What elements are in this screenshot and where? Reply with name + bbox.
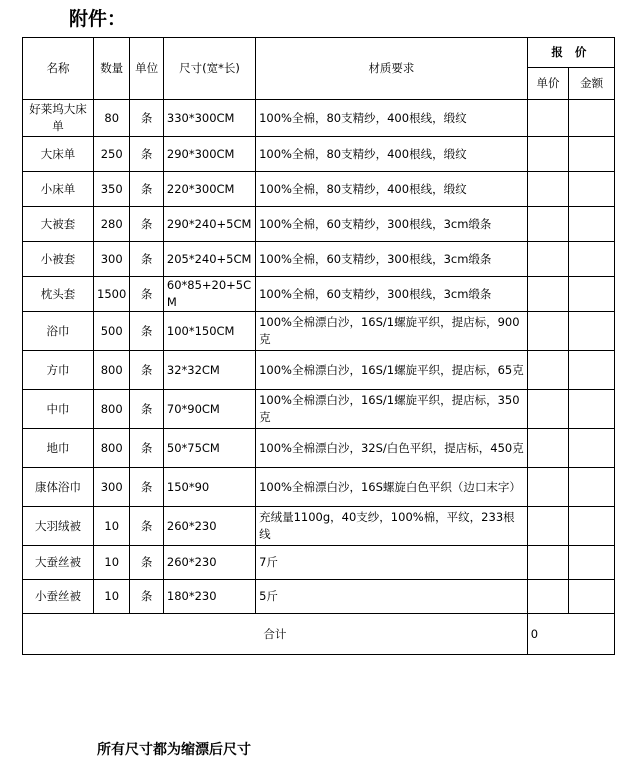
table-row xyxy=(23,207,615,242)
table-row xyxy=(23,351,615,390)
item-size: 32*32CM xyxy=(163,351,255,390)
item-unit: 条 xyxy=(130,312,163,351)
item-name: 好莱坞大床单 xyxy=(23,100,94,137)
item-size: 330*300CM xyxy=(163,100,255,137)
item-unit-price[interactable] xyxy=(527,390,569,429)
item-amount[interactable] xyxy=(569,100,615,137)
item-unit-price[interactable] xyxy=(527,277,569,312)
total-value: 0 xyxy=(527,614,614,655)
item-amount[interactable] xyxy=(569,390,615,429)
item-name: 中巾 xyxy=(23,390,94,429)
item-unit: 条 xyxy=(130,429,163,468)
item-unit-price[interactable] xyxy=(527,242,569,277)
total-label: 合计 xyxy=(23,614,528,655)
item-unit: 条 xyxy=(130,468,163,507)
quotation-table xyxy=(22,37,615,655)
item-unit: 条 xyxy=(130,277,163,312)
header-amount: 金额 xyxy=(569,68,615,100)
header-name: 名称 xyxy=(23,38,94,100)
item-unit: 条 xyxy=(130,390,163,429)
attachment-heading: 附件： xyxy=(69,8,127,30)
item-material: 100%全棉漂白沙，32S/白色平织，提店标，450克 xyxy=(256,429,528,468)
table-row xyxy=(23,429,615,468)
item-amount[interactable] xyxy=(569,468,615,507)
item-amount[interactable] xyxy=(569,429,615,468)
item-material: 100%全棉，80支精纱，400根线，缎纹 xyxy=(256,137,528,172)
item-name: 小蚕丝被 xyxy=(23,580,94,614)
table-row xyxy=(23,507,615,546)
item-name: 小床单 xyxy=(23,172,94,207)
item-size: 290*300CM xyxy=(163,137,255,172)
table-row xyxy=(23,468,615,507)
item-material: 100%全棉漂白沙，16S/1螺旋平织，提店标，65克 xyxy=(256,351,528,390)
item-size: 150*90 xyxy=(163,468,255,507)
item-unit: 条 xyxy=(130,242,163,277)
table-row xyxy=(23,137,615,172)
item-qty: 800 xyxy=(93,390,129,429)
item-qty: 300 xyxy=(93,468,129,507)
item-name: 大被套 xyxy=(23,207,94,242)
total-row xyxy=(23,614,615,655)
item-amount[interactable] xyxy=(569,580,615,614)
table-row xyxy=(23,277,615,312)
item-qty: 300 xyxy=(93,242,129,277)
item-amount[interactable] xyxy=(569,207,615,242)
table-row xyxy=(23,580,615,614)
item-unit-price[interactable] xyxy=(527,100,569,137)
item-name: 浴巾 xyxy=(23,312,94,351)
header-quote: 报 价 xyxy=(527,38,614,68)
item-qty: 350 xyxy=(93,172,129,207)
table-row xyxy=(23,390,615,429)
item-material: 100%全棉漂白沙，16S螺旋白色平织（边口末字） xyxy=(256,468,528,507)
item-unit: 条 xyxy=(130,546,163,580)
item-material: 7斤 xyxy=(256,546,528,580)
item-unit-price[interactable] xyxy=(527,172,569,207)
item-qty: 1500 xyxy=(93,277,129,312)
table-row xyxy=(23,242,615,277)
item-amount[interactable] xyxy=(569,137,615,172)
header-size: 尺寸(宽*长) xyxy=(163,38,255,100)
item-material: 100%全棉漂白沙，16S/1螺旋平织，提店标，350克 xyxy=(256,390,528,429)
header-qty: 数量 xyxy=(93,38,129,100)
item-amount[interactable] xyxy=(569,507,615,546)
item-amount[interactable] xyxy=(569,312,615,351)
item-unit: 条 xyxy=(130,100,163,137)
item-material: 100%全棉漂白沙，16S/1螺旋平织，提店标，900克 xyxy=(256,312,528,351)
footnote: 所有尺寸都为缩漂后尺寸 xyxy=(97,742,251,758)
item-name: 小被套 xyxy=(23,242,94,277)
item-size: 220*300CM xyxy=(163,172,255,207)
table-row xyxy=(23,312,615,351)
item-material: 100%全棉，60支精纱，300根线，3cm缎条 xyxy=(256,207,528,242)
item-qty: 10 xyxy=(93,546,129,580)
item-material: 充绒量1100g，40支纱，100%棉，平纹，233根线 xyxy=(256,507,528,546)
item-unit: 条 xyxy=(130,351,163,390)
item-unit-price[interactable] xyxy=(527,351,569,390)
item-qty: 800 xyxy=(93,429,129,468)
item-material: 100%全棉，60支精纱，300根线，3cm缎条 xyxy=(256,242,528,277)
item-size: 50*75CM xyxy=(163,429,255,468)
item-amount[interactable] xyxy=(569,172,615,207)
item-unit: 条 xyxy=(130,207,163,242)
item-unit: 条 xyxy=(130,137,163,172)
item-size: 205*240+5CM xyxy=(163,242,255,277)
header-material: 材质要求 xyxy=(256,38,528,100)
item-qty: 500 xyxy=(93,312,129,351)
item-name: 康体浴巾 xyxy=(23,468,94,507)
item-name: 地巾 xyxy=(23,429,94,468)
item-amount[interactable] xyxy=(569,546,615,580)
item-amount[interactable] xyxy=(569,277,615,312)
item-name: 方巾 xyxy=(23,351,94,390)
item-size: 100*150CM xyxy=(163,312,255,351)
table-row xyxy=(23,100,615,137)
item-unit: 条 xyxy=(130,507,163,546)
item-unit-price[interactable] xyxy=(527,207,569,242)
item-size: 180*230 xyxy=(163,580,255,614)
item-name: 大羽绒被 xyxy=(23,507,94,546)
item-unit-price[interactable] xyxy=(527,580,569,614)
table-row xyxy=(23,172,615,207)
item-size: 70*90CM xyxy=(163,390,255,429)
item-name: 大床单 xyxy=(23,137,94,172)
header-unit-price: 单价 xyxy=(527,68,569,100)
item-name: 大蚕丝被 xyxy=(23,546,94,580)
item-amount[interactable] xyxy=(569,351,615,390)
item-unit-price[interactable] xyxy=(527,507,569,546)
item-unit-price[interactable] xyxy=(527,468,569,507)
item-unit-price[interactable] xyxy=(527,546,569,580)
item-qty: 10 xyxy=(93,507,129,546)
item-material: 100%全棉，80支精纱，400根线，缎纹 xyxy=(256,100,528,137)
item-size: 290*240+5CM xyxy=(163,207,255,242)
item-qty: 800 xyxy=(93,351,129,390)
item-material: 100%全棉，60支精纱，300根线，3cm缎条 xyxy=(256,277,528,312)
item-name: 枕头套 xyxy=(23,277,94,312)
item-qty: 280 xyxy=(93,207,129,242)
item-unit-price[interactable] xyxy=(527,312,569,351)
item-size: 60*85+20+5CM xyxy=(163,277,255,312)
item-qty: 250 xyxy=(93,137,129,172)
item-unit-price[interactable] xyxy=(527,137,569,172)
item-unit: 条 xyxy=(130,172,163,207)
item-material: 100%全棉，80支精纱，400根线，缎纹 xyxy=(256,172,528,207)
item-qty: 10 xyxy=(93,580,129,614)
item-qty: 80 xyxy=(93,100,129,137)
item-size: 260*230 xyxy=(163,507,255,546)
item-amount[interactable] xyxy=(569,242,615,277)
item-unit-price[interactable] xyxy=(527,429,569,468)
header-unit: 单位 xyxy=(130,38,163,100)
item-material: 5斤 xyxy=(256,580,528,614)
item-unit: 条 xyxy=(130,580,163,614)
item-size: 260*230 xyxy=(163,546,255,580)
table-row xyxy=(23,546,615,580)
